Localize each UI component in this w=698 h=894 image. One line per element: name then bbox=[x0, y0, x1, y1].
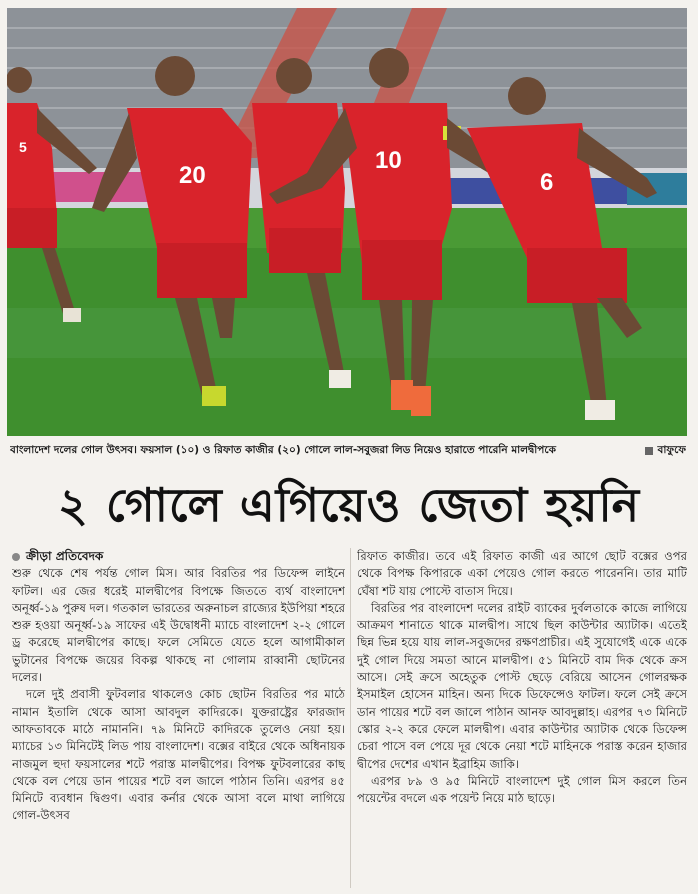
match-photo bbox=[7, 8, 687, 436]
article-paragraph: শুরু থেকে শেষ পর্যন্ত গোল মিস। আর বিরতির পর ডিফেন্স লাইনে ফাটল। এর জের ধরেই মালদ্বীপের বিপক্ষে জিততে ব্যর্থ বাংলাদেশ অনূর্ধ্ব-১৯ পুরুষ দল। গতকাল ভারতের অরুনাচল রাজ্যের ইউপিয়া শহরে শুরু হওয়া অনূর্ধ্ব-১৯ সাফের এই উদ্বোধনী ম্যাচে বাংলাদেশ ২-২ গোলে ড্র করেছে মালদ্বীপের কাছে। ফলে সেমিতে যেতে হলে আগামীকাল ভুটানের বিপক্ষে জয়ের বিকল্প থাকছে না গোলাম রাব্বানী ছোটনের দলের। bbox=[12, 566, 345, 685]
article-paragraph: দলে দুই প্রবাসী ফুটবলার থাকলেও কোচ ছোটন বিরতির পর মাঠে নামান ইতালি থেকে আসা আবদুল কাদিরকে। যুক্তরাষ্ট্রের ফারজাদ আফতাবকে মাঠে নামাননি। ৭৯ মিনিটে কাদিরকে তুলেও নেয়া হয়। ম্যাচের ১৩ মিনিটেই লিড পায় বাংলাদেশ। বক্সের বাইরে থেকে অধিনায়ক নাজমুল হুদা ফয়সালের শটে পরাস্ত মালদ্বীপের। বিপক্ষ ফুটবলারের কাছ থেকে বল পেয়ে ডান পায়ের শটে বল জালে পাঠান তিনি। এরপর ৪৫ মিনিটে ব্যবধান দ্বিগুণ। এবার কর্নার থেকে আসা বলে মাথা লাগিয়ে গোল-উৎসব bbox=[12, 687, 345, 823]
credit-square-icon bbox=[645, 447, 653, 455]
article-paragraph: বিরতির পর বাংলাদেশ দলের রাইট ব্যাকের দুর্বলতাকে কাজে লাগিয়ে আক্রমণ শানাতে থাকে মালদ্বীপ। সাথে ছিল কাউন্টার অ্যাটাক। এতেই ছিন্ন ভিন্ন হয়ে যায় লাল-সবুজদের রক্ষণপ্রাচীর। এই সুযোগেই একে একে দুই গোল দিয়ে সমতা আনে মালদ্বীপ। ৫১ মিনিটে বাম দিক থেকে ক্রস আসে। সেই ক্রসে অহেতুক পোস্ট ছেড়ে বেরিয়ে আসেন গোলরক্ষক ইসমাইল হোসেন মাহিন। অন্য দিকে ডিফেন্সেও ফাটল। ফলে সেই ক্রসে ডান পায়ের শটে বল জালে পাঠান আনফ আবদুল্লাহ। এরপর ৭৩ মিনিটে স্কোর ২-২ করে ফেলে মালদ্বীপ। এবার কাউন্টার অ্যাটাক থেকে ডিফেন্স চেরা পাসে বল পেয়ে দূর থেকে নেয়া শটে মাহিনকে পরাস্ত করেন হাজার দ্বীপের দেশের এখান ইব্রাহিম জাকি। bbox=[357, 600, 687, 771]
svg-text:10: 10 bbox=[375, 147, 402, 174]
article-paragraph: এরপর ৮৯ ও ৯৫ মিনিটে বাংলাদেশ দুই গোল মিস করলে তিন পয়েন্টের বদলে এক পয়েন্ট নিয়ে মাঠ ছাড়ে। bbox=[357, 773, 687, 806]
svg-text:5: 5 bbox=[19, 139, 27, 155]
article-paragraph: রিফাত কাজীর। তবে এই রিফাত কাজী এর আগে ছোট বক্সের ওপর থেকে বিপক্ষ কিপারকে একা পেয়েও গোল করতে পারেননি। তার মাটি ঘেঁষা শট যায় পোস্টে বাতাস দিয়ে। bbox=[357, 549, 687, 598]
svg-text:6: 6 bbox=[540, 169, 554, 196]
bullet-icon bbox=[12, 553, 20, 561]
svg-text:20: 20 bbox=[179, 162, 206, 189]
headline: ২ গোলে এগিয়েও জেতা হয়নি bbox=[57, 478, 641, 532]
celebration-illustration bbox=[7, 8, 687, 436]
caption-text: বাংলাদেশ দলের গোল উৎসব। ফয়সাল (১০) ও রিফাত কাজীর (২০) গোলে লাল-সবুজরা লিড নিয়েও হারাতে পারেনি মালদ্বীপকে bbox=[10, 443, 556, 456]
photo-caption bbox=[10, 442, 686, 460]
byline bbox=[12, 548, 345, 565]
article-column-left bbox=[12, 548, 345, 892]
credit-text: বাফুফে bbox=[657, 443, 686, 456]
photo-credit bbox=[645, 443, 686, 460]
article-column-right bbox=[357, 548, 687, 892]
byline-text: ক্রীড়া প্রতিবেদক bbox=[26, 549, 104, 563]
column-divider bbox=[350, 548, 351, 888]
